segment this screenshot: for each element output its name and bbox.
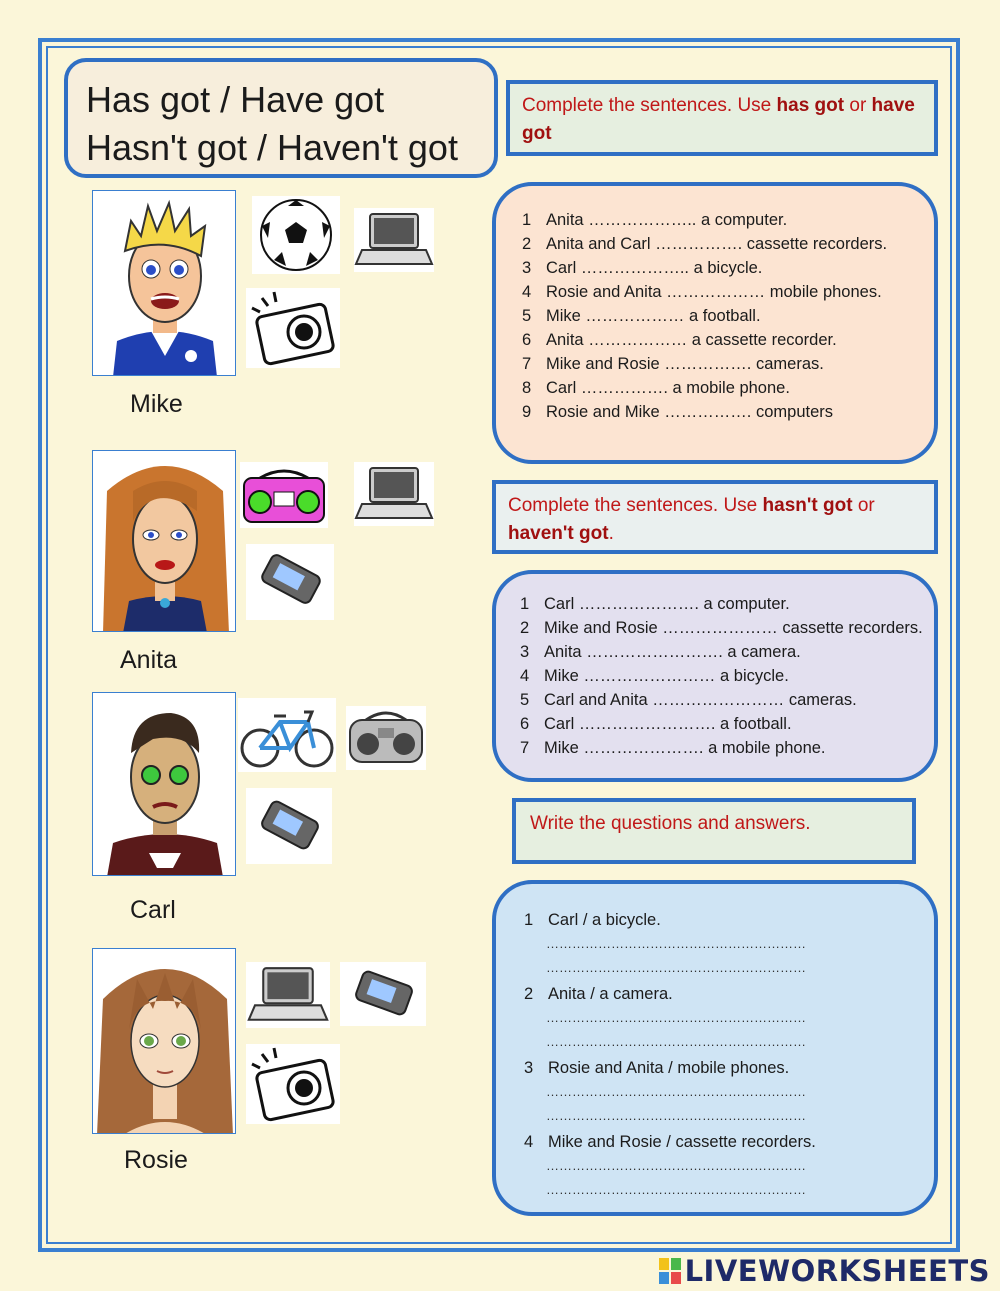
- item-text: Carl ……………….. a bicycle.: [546, 259, 763, 277]
- item-text: Rosie and Mike ……………. computers: [546, 403, 834, 421]
- item-text: Anita and Carl ……………. cassette recorders.: [546, 235, 888, 253]
- item-number: 2: [524, 985, 534, 1003]
- question-group: [524, 1130, 934, 1202]
- item-text: Anita ……………… a cassette recorder.: [546, 331, 837, 349]
- exercise2-item: [520, 592, 934, 616]
- exercise1-item: [522, 304, 934, 328]
- rosie-portrait: [92, 948, 236, 1134]
- exercise2-item: [520, 640, 934, 664]
- carl-portrait: [92, 692, 236, 876]
- exercise-1-list: [522, 208, 934, 424]
- mobile-phone-icon: [340, 962, 426, 1026]
- item-number: 1: [524, 911, 534, 929]
- anita-portrait: [92, 450, 236, 632]
- exercise1-item: [522, 400, 934, 424]
- answer-line[interactable]: ……………………………………………………: [546, 1182, 806, 1197]
- mobile-phone-icon: [246, 544, 334, 620]
- title-line-1: Has got / Have got: [86, 79, 385, 120]
- question-prompt: [524, 982, 934, 1006]
- logo-blocks-icon: [659, 1258, 681, 1284]
- item-text: Carl …………………. a computer.: [544, 595, 790, 613]
- bicycle-icon: [238, 698, 336, 772]
- liveworksheets-logo: [659, 1254, 990, 1288]
- anita-name: Anita: [120, 646, 177, 674]
- item-text: Mike ……………… a football.: [546, 307, 761, 325]
- item-text: Carl and Anita …………………… cameras.: [544, 691, 857, 709]
- item-text: Mike and Rosie ………………… cassette recorders.: [544, 619, 923, 637]
- item-text: Mike and Rosie ……………. cameras.: [546, 355, 824, 373]
- exercise2-item: [520, 616, 934, 640]
- item-text: Mike and Rosie / cassette recorders.: [548, 1133, 816, 1151]
- mike-portrait: [92, 190, 236, 376]
- carl-name: Carl: [130, 896, 176, 924]
- instruction-hasnt-got: Complete the sentences. Use hasn't got or haven't got.: [492, 480, 938, 554]
- item-text: Rosie and Anita / mobile phones.: [548, 1059, 790, 1077]
- question-group: [524, 1056, 934, 1128]
- exercise2-item: [520, 712, 934, 736]
- question-group: [524, 908, 934, 980]
- question-prompt: [524, 1056, 934, 1080]
- item-number: 3: [520, 643, 530, 661]
- camera-icon: [246, 288, 340, 368]
- exercise2-item: [520, 688, 934, 712]
- item-number: 8: [522, 379, 532, 397]
- question-group: [524, 982, 934, 1054]
- exercise1-item: [522, 232, 934, 256]
- exercise1-item: [522, 352, 934, 376]
- laptop-icon: [354, 462, 434, 526]
- exercise-3-list: [524, 908, 934, 1202]
- mobile-phone-icon: [246, 788, 332, 864]
- item-number: 5: [522, 307, 532, 325]
- answer-line[interactable]: ……………………………………………………: [546, 1108, 806, 1123]
- item-number: 1: [522, 211, 532, 229]
- item-number: 4: [520, 667, 530, 685]
- item-text: Carl ……………. a mobile phone.: [546, 379, 790, 397]
- item-number: 2: [522, 235, 532, 253]
- item-text: Carl ……………………. a football.: [544, 715, 792, 733]
- item-number: 1: [520, 595, 530, 613]
- exercise-2-panel: [492, 570, 938, 782]
- instruction-has-got: Complete the sentences. Use has got or have got: [506, 80, 938, 156]
- item-number: 9: [522, 403, 532, 421]
- rosie-name: Rosie: [124, 1146, 188, 1174]
- item-number: 4: [524, 1133, 534, 1151]
- exercise-2-list: [520, 592, 934, 760]
- item-text: Anita / a camera.: [548, 985, 673, 1003]
- item-number: 3: [522, 259, 532, 277]
- exercise1-item: [522, 280, 934, 304]
- exercise1-item: [522, 208, 934, 232]
- item-number: 6: [522, 331, 532, 349]
- exercise-3-panel: [492, 880, 938, 1216]
- title-line-2: Hasn't got / Haven't got: [86, 127, 458, 168]
- item-number: 3: [524, 1059, 534, 1077]
- item-text: Mike …………………… a bicycle.: [544, 667, 789, 685]
- item-number: 4: [522, 283, 532, 301]
- exercise1-item: [522, 376, 934, 400]
- camera-icon: [246, 1044, 340, 1124]
- question-prompt: [524, 908, 934, 932]
- logo-text: LIVEWORKSHEETS: [684, 1254, 990, 1288]
- answer-line[interactable]: ……………………………………………………: [546, 1158, 806, 1173]
- cassette-recorder-icon: [240, 462, 328, 528]
- cd-player-icon: [346, 706, 426, 770]
- item-text: Rosie and Anita ……………… mobile phones.: [546, 283, 882, 301]
- item-number: 7: [520, 739, 530, 757]
- instruction-write-questions: Write the questions and answers.: [512, 798, 916, 864]
- exercise-1-panel: [492, 182, 938, 464]
- item-text: Mike …………………. a mobile phone.: [544, 739, 826, 757]
- exercise1-item: [522, 328, 934, 352]
- question-prompt: [524, 1130, 934, 1154]
- exercise1-item: [522, 256, 934, 280]
- laptop-icon: [246, 962, 330, 1028]
- football-icon: [252, 196, 340, 274]
- answer-line[interactable]: ……………………………………………………: [546, 936, 806, 951]
- item-number: 7: [522, 355, 532, 373]
- exercise2-item: [520, 736, 934, 760]
- mike-name: Mike: [130, 390, 183, 418]
- item-text: Carl / a bicycle.: [548, 911, 661, 929]
- item-number: 6: [520, 715, 530, 733]
- item-number: 2: [520, 619, 530, 637]
- answer-line[interactable]: ……………………………………………………: [546, 960, 806, 975]
- answer-line[interactable]: ……………………………………………………: [546, 1010, 806, 1025]
- item-number: 5: [520, 691, 530, 709]
- answer-line[interactable]: ……………………………………………………: [546, 1084, 806, 1099]
- worksheet-title: [64, 58, 498, 178]
- answer-line[interactable]: ……………………………………………………: [546, 1034, 806, 1049]
- exercise2-item: [520, 664, 934, 688]
- laptop-icon: [354, 208, 434, 272]
- item-text: Anita ……………………. a camera.: [544, 643, 801, 661]
- item-text: Anita ……………….. a computer.: [546, 211, 788, 229]
